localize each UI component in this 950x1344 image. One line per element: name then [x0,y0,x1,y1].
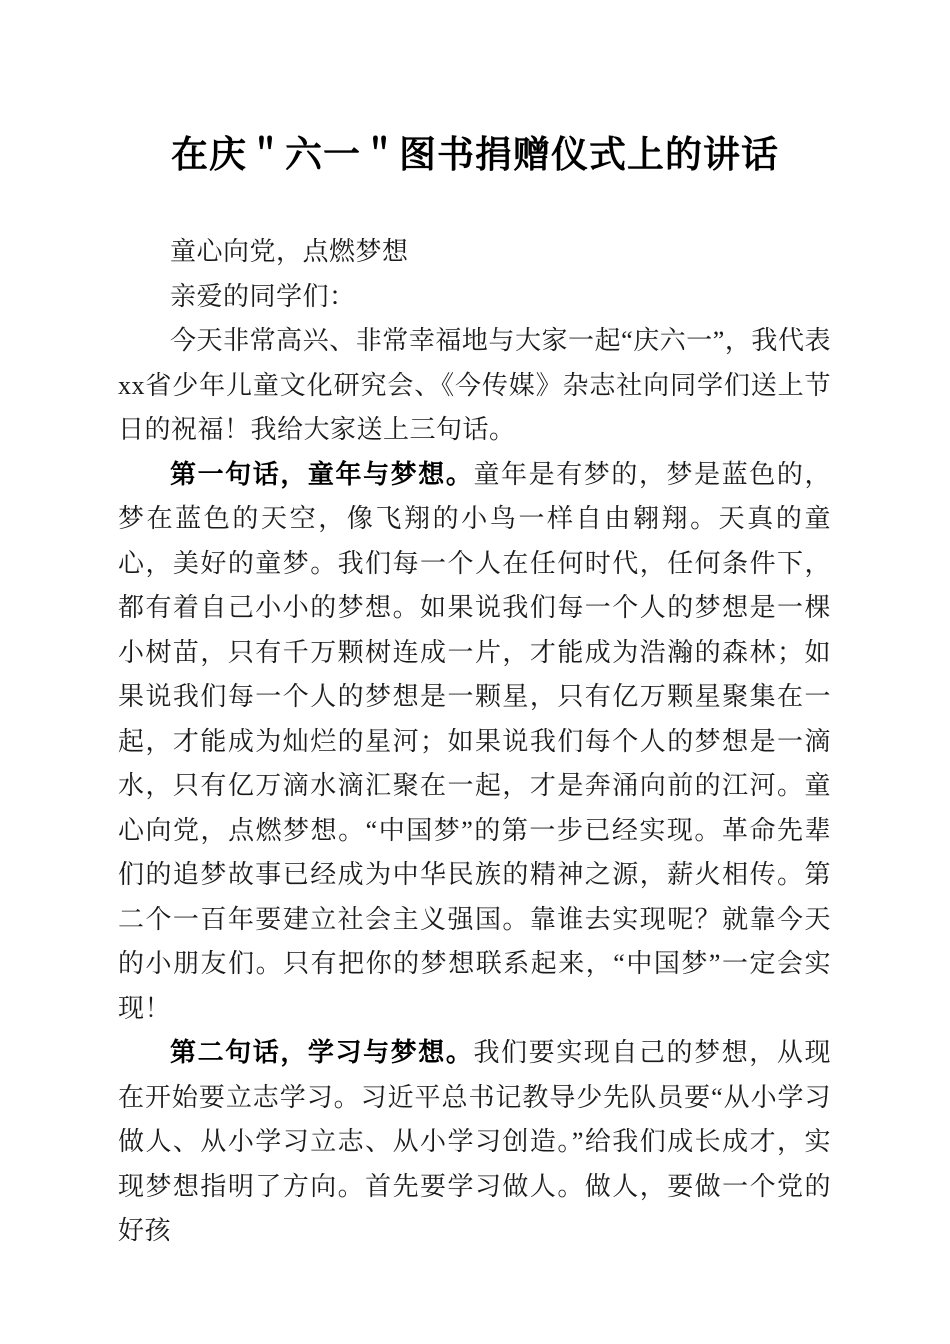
paragraph: 第一句话，童年与梦想。童年是有梦的，梦是蓝色的，梦在蓝色的天空，像飞翔的小鸟一样自由翱翔。天真的童心，美好的童梦。我们每一个人在任何时代，任何条件下，都有着自己小小的梦想。如果说我们每一个人的梦想是一棵小树苗，只有千万颗树连成一片，才能成为浩瀚的森林；如果说我们每一个人的梦想是一颗星，只有亿万颗星聚集在一起，才能成为灿烂的星河；如果说我们每个人的梦想是一滴水，只有亿万滴水滴汇聚在一起，才是奔涌向前的江河。童心向党，点燃梦想。“中国梦”的第一步已经实现。革命先辈们的追梦故事已经成为中华民族的精神之源，薪火相传。第二个一百年要建立社会主义强国。靠谁去实现呢？就靠今天的小朋友们。只有把你的梦想联系起来，“中国梦”一定会实现！ [118,459,831,1023]
paragraph: 亲爱的同学们： [170,281,356,311]
paragraph-lead: 第一句话，童年与梦想。 [170,459,474,489]
document-body [118,230,831,1254]
paragraph: 第二句话，学习与梦想。我们要实现自己的梦想，从现在开始要立志学习。习近平总书记教导少先队员要“从小学习做人、从小学习立志、从小学习创造。”给我们成长成才，实现梦想指明了方向。首先要学习做人。做人，要做一个党的好孩 [118,1038,831,1245]
paragraph: 今天非常高兴、非常幸福地与大家一起“庆六一”，我代表xx省少年儿童文化研究会、《今传媒》杂志社向同学们送上节日的祝福！我给大家送上三句话。 [118,326,831,444]
paragraph: 童心向党，点燃梦想 [170,237,409,266]
paragraph-lead: 第二句话，学习与梦想。 [170,1038,474,1067]
document-title: 在庆＂六一＂图书捐赠仪式上的讲话 [171,132,779,176]
